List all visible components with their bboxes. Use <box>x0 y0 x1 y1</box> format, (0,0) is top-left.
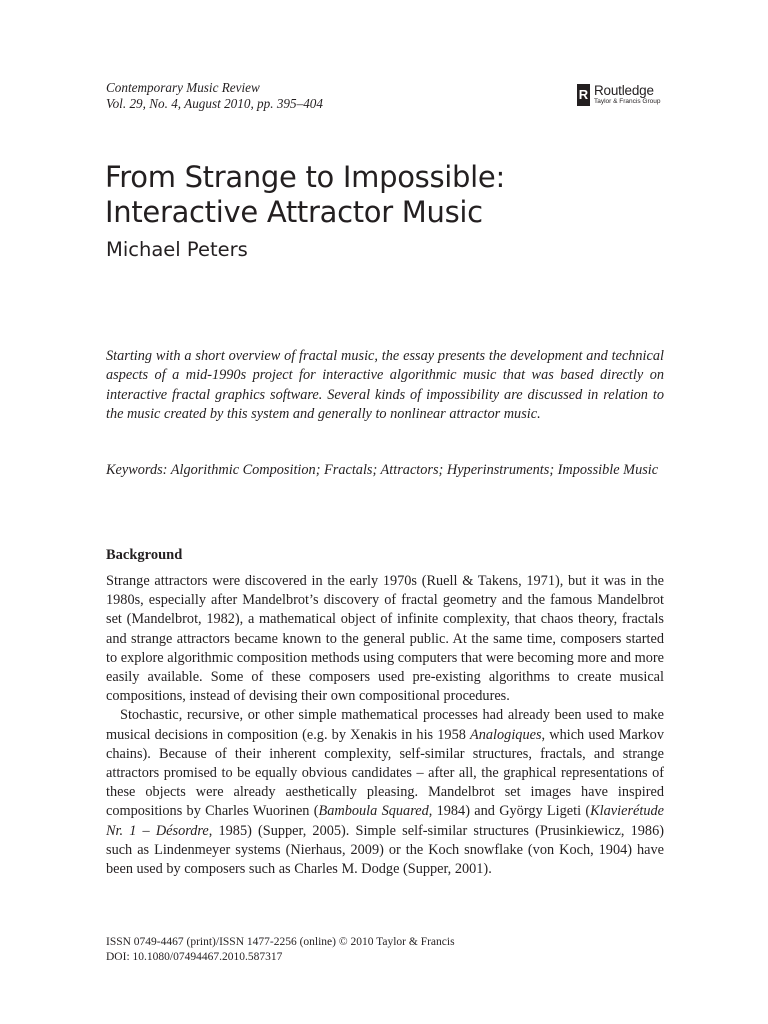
paragraph-2-text: , 1984) and György Ligeti ( <box>428 803 591 820</box>
body-text <box>106 572 664 879</box>
work-title-bamboula-squared: Bamboula Squared <box>318 803 429 820</box>
publisher-logo <box>577 84 660 106</box>
routledge-logo-icon: R <box>577 84 590 106</box>
doi-line: DOI: 10.1080/07494467.2010.587317 <box>106 951 283 963</box>
publisher-name: Routledge <box>594 83 654 98</box>
issn-line: ISSN 0749-4467 (print)/ISSN 1477-2256 (online) © 2010 Taylor & Francis <box>106 936 455 948</box>
paragraph-2-text: Stochastic, recursive, or other simple mathematical processes had already been used to make musical decisions in composition (e.g. by Xenakis in his 1958 <box>106 707 664 743</box>
abstract: Starting with a short overview of fractal music, the essay presents the development and technical aspects of a mid-1990s project for interactive algorithmic music that was based directly on interactive fractal graphics software. Several kinds of impossibility are discussed in relation to the music created by this system and generally to nonlinear attractor music. <box>106 348 664 422</box>
article-title <box>105 160 505 230</box>
publisher-group: Taylor & Francis Group <box>594 98 661 105</box>
page-footer <box>106 935 455 965</box>
journal-name: Contemporary Music Review <box>106 80 260 95</box>
work-title-analogiques: Analogiques <box>470 726 542 743</box>
section-heading: Background <box>106 547 183 563</box>
work-title-klavieretude: Klavierétude Nr. 1 – Désordre <box>106 803 664 839</box>
paragraph-1: Strange attractors were discovered in the early 1970s (Ruell & Takens, 1971), but it was in the 1980s, especially after Mandelbrot’s discovery of fractal geometry and the famous Mandelbrot set (Mandelbrot, 1982), a mathematical object of infinite complexity, that chaos theory, fractals and strange attractors became known to the general public. At the same time, composers started to explore algorithmic composition methods using computers that were becoming more and more easily available. Some of these composers used pre-existing algorithms to create musical compositions, instead of devising their own compositional procedures. <box>106 573 664 705</box>
title-line-2: Interactive Attractor Music <box>105 195 483 229</box>
keywords: Keywords: Algorithmic Composition; Fractals; Attractors; Hyperinstruments; Impossible Music <box>106 462 659 478</box>
title-line-1: From Strange to Impossible: <box>105 160 505 194</box>
author-name: Michael Peters <box>106 238 248 261</box>
paragraph-2-text: , 1985) (Supper, 2005). Simple self-similar structures (Prusinkiewicz, 1986) such as Lindenmeyer systems (Nierhaus, 2009) or the Koch snowflake (von Koch, 1904) have been used by composers such as Charles M. Dodge (Supper, 2001). <box>106 822 664 878</box>
paragraph-2 <box>106 706 664 879</box>
paragraph-2-text: , which used Markov chains). Because of their inherent complexity, self-similar structures, fractals, and strange attractors promised to be equally obvious candidates – after all, the graphical representations of these objects were already aesthetically pleasing. Mandelbrot set images have inspired compositions by Charles Wuorinen ( <box>106 726 664 820</box>
journal-citation: Vol. 29, No. 4, August 2010, pp. 395–404 <box>106 95 323 111</box>
journal-info <box>106 80 323 111</box>
